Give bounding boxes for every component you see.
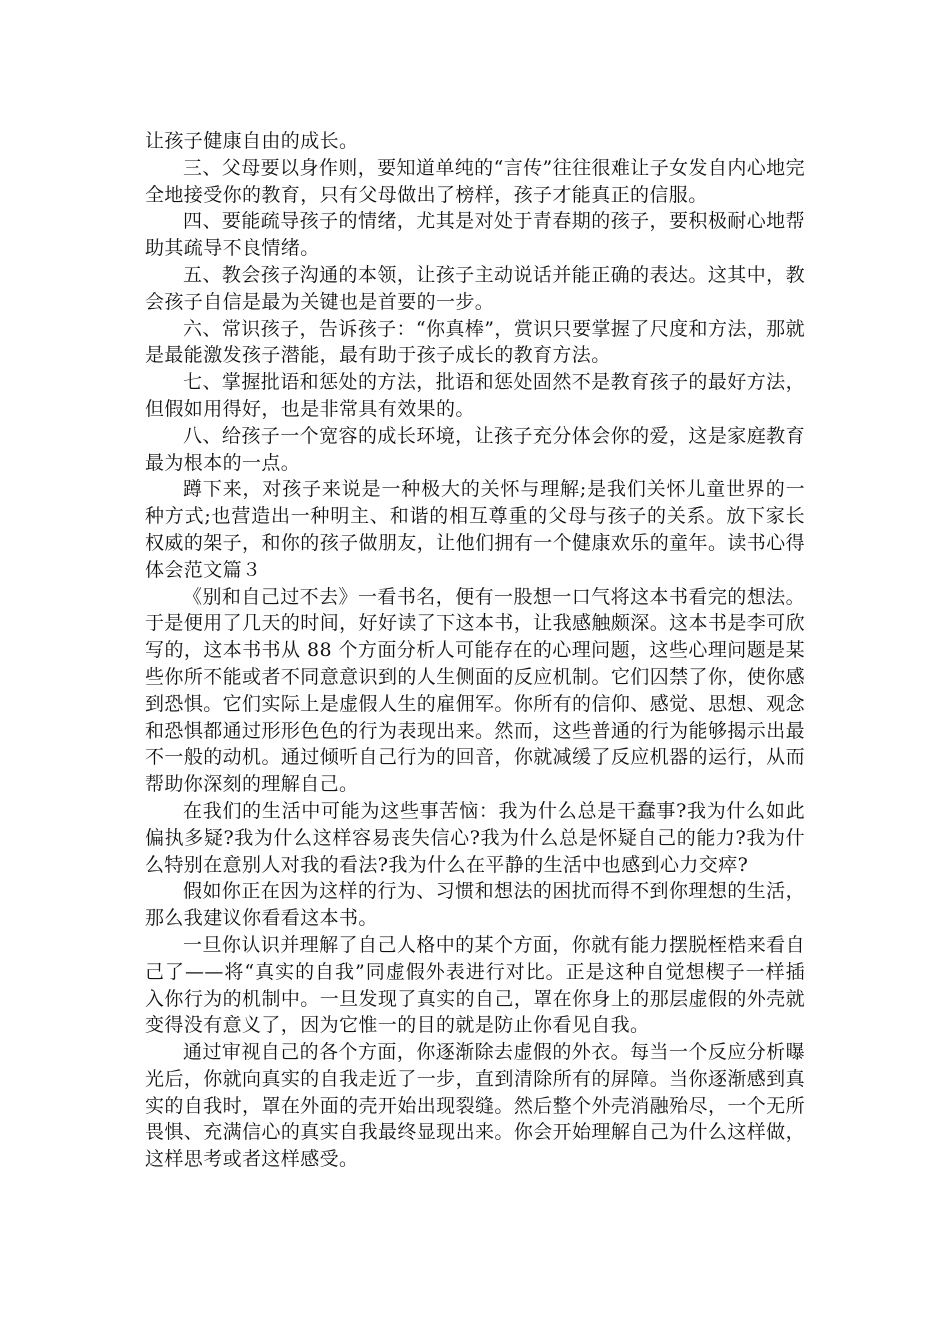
document-body <box>145 128 805 1173</box>
paragraph-self-review: 通过审视自己的各个方面，你逐渐除去虚假的外衣。每当一个反应分析曝光后，你就向真实的自我走近了一步，直到清除所有的屏障。当你逐渐感到真实的自我时，罩在外面的壳开始出现裂缝。然后整个外壳消融殆尽，一个无所畏惧、充满信心的真实自我最终显现出来。你会开始理解自己为什么这样做，这样思考或者这样感受。 <box>145 1041 805 1171</box>
paragraph-point-five: 五、教会孩子沟通的本领，让孩子主动说话并能正确的表达。这其中，教会孩子自信是最为关键也是首要的一步。 <box>145 263 805 313</box>
paragraph-point-four: 四、要能疏导孩子的情绪，尤其是对处于青春期的孩子，要积极耐心地帮助其疏导不良情绪。 <box>145 210 805 260</box>
paragraph-point-three: 三、父母要以身作则，要知道单纯的“言传”往往很难让子女发自内心地完全地接受你的教育，只有父母做出了榜样，孩子才能真正的信服。 <box>145 156 805 206</box>
paragraph-conclusion: 蹲下来，对孩子来说是一种极大的关怀与理解;是我们关怀儿童世界的一种方式;也营造出一种明主、和谐的相互尊重的父母与孩子的关系。放下家长权威的架子，和你的孩子做朋友，让他们拥有一个健康欢乐的童年。读书心得体会范文篇３ <box>145 478 805 581</box>
paragraph-point-six: 六、常识孩子，告诉孩子：“你真棒”，赏识只要掌握了尺度和方法，那就是最能激发孩子潜能，最有助于孩子成长的教育方法。 <box>145 317 805 367</box>
paragraph-questions: 在我们的生活中可能为这些事苦恼：我为什么总是干蠢事?我为什么如此偏执多疑?我为什么这样容易丧失信心?我为什么总是怀疑自己的能力?我为什么特别在意别人对我的看法?我为什么在平静的生活中也感到心力交瘁? <box>145 799 805 876</box>
paragraph-point-seven: 七、掌握批语和惩处的方法，批语和惩处固然不是教育孩子的最好方法，但假如用得好，也是非常具有效果的。 <box>145 371 805 420</box>
paragraph-recommendation: 假如你正在因为这样的行为、习惯和想法的困扰而得不到你理想的生活，那么我建议你看看这本书。 <box>145 880 805 930</box>
paragraph-book-intro: 《别和自己过不去》一看书名，便有一股想一口气将这本书看完的想法。于是便用了几天的时间，好好读了下这本书，让我感触颇深。这本书是李可欣写的，这本书书从 88 个方面分析人可能存在的心理问题，这些心理问题是某些你所不能或者不同意意识到的人生侧面的反应机制。它们囚禁了你，使你感到恐惧。它们实际上是虚假人生的雇佣军。你所有的信仰、感觉、思想、观念和恐惧都通过形形色色的行为表现出来。然而，这些普通的行为能够揭示出最不一般的动机。通过倾听自己行为的回音，你就减缓了反应机器的运行，从而帮助你深刻的理解自己。 <box>145 585 805 796</box>
paragraph-continuation: 让孩子健康自由的成长。 <box>145 130 359 152</box>
paragraph-true-self: 一旦你认识并理解了自己人格中的某个方面，你就有能力摆脱桎梏来看自己了——将“真实的自我”同虚假外表进行对比。正是这种自觉想楔子一样插入你行为的机制中。一旦发现了真实的自己，罩在你身上的那层虚假的外壳就变得没有意义了，因为它惟一的目的就是防止你看见自我。 <box>145 933 805 1037</box>
paragraph-point-eight: 八、给孩子一个宽容的成长环境，让孩子充分体会你的爱，这是家庭教育最为根本的一点。 <box>145 424 805 474</box>
